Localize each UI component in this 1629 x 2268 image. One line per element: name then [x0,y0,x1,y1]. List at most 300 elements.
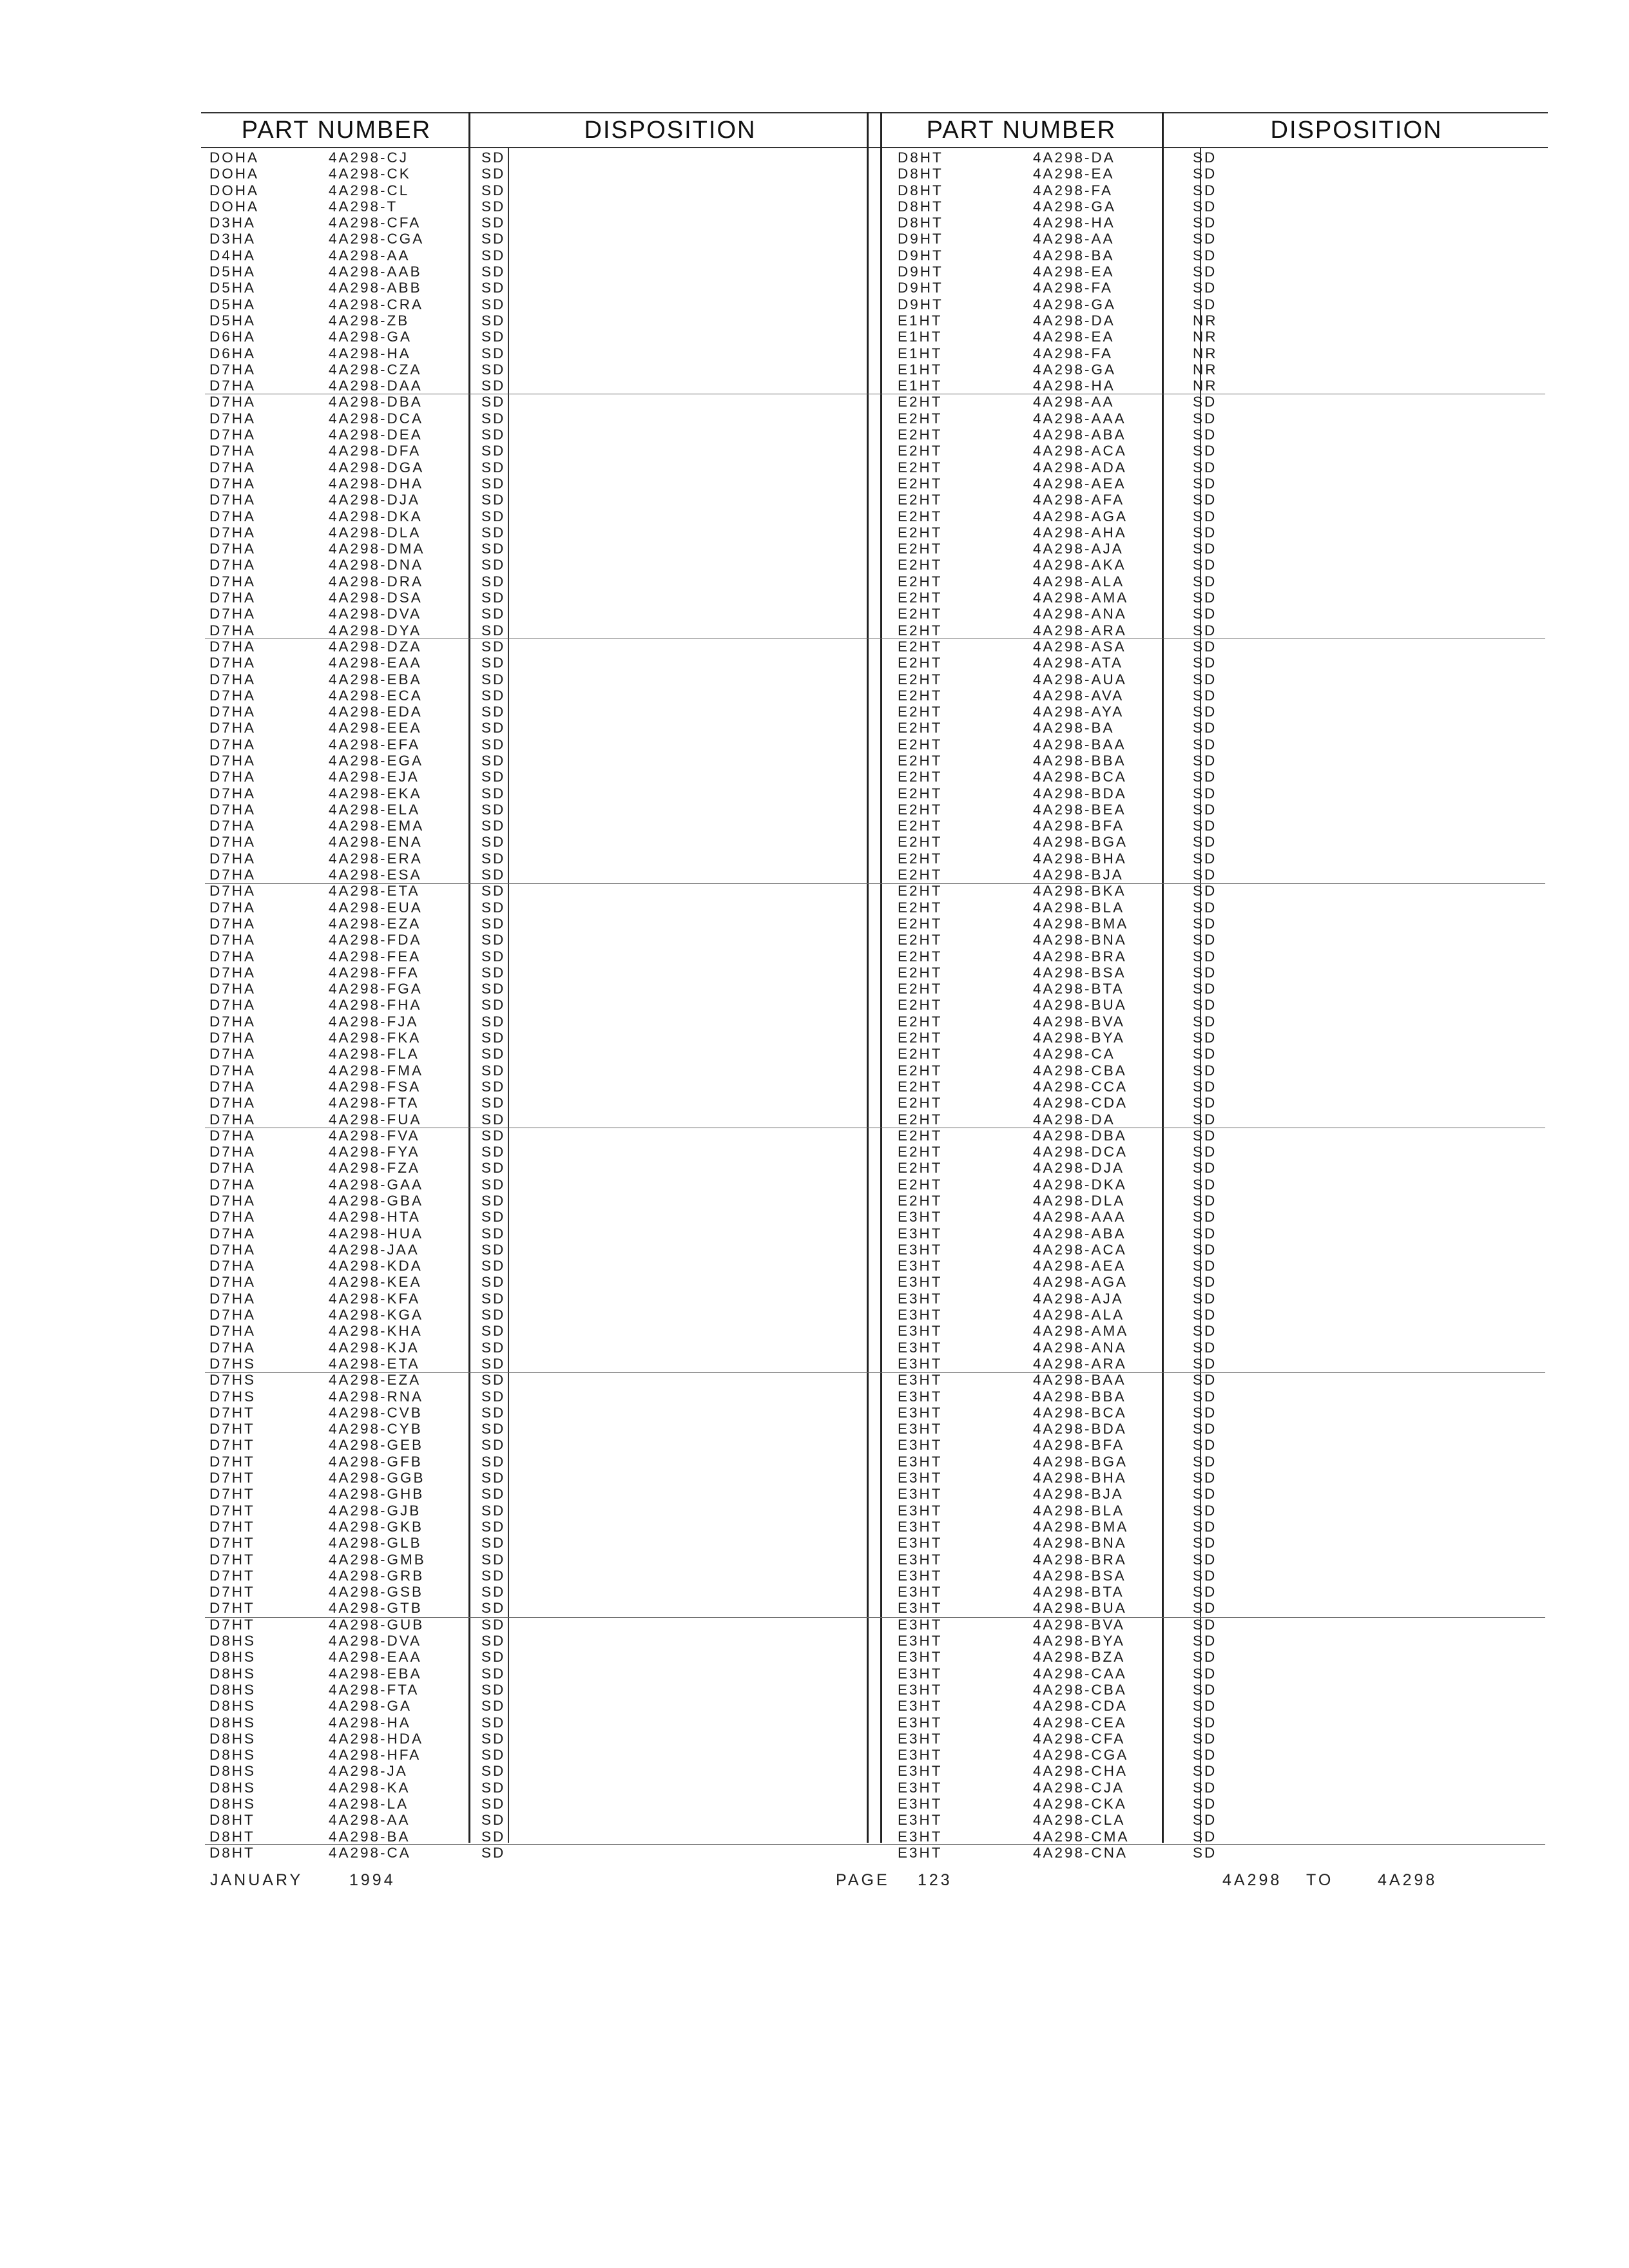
table-row [898,541,1548,557]
row-disposition-code: SD [1193,818,1217,834]
row-part-number: 4A298-CAA [1033,1665,1127,1682]
row-disposition-code: NR [1193,361,1218,378]
row-disposition-code: SD [1193,1616,1217,1633]
row-disposition-code: SD [481,964,506,981]
table-row [209,655,860,671]
table-row [898,508,1548,524]
row-part-number: 4A298-CYB [329,1421,423,1437]
row-model-code: D7HT [209,1567,255,1584]
table-row [209,736,860,753]
row-model-code: E2HT [898,769,943,785]
row-model-code: D8HT [209,1844,255,1861]
row-disposition-code: SD [1193,638,1217,655]
row-disposition-code: SD [481,345,506,361]
row-model-code: E2HT [898,459,943,476]
row-disposition-code: SD [481,899,506,916]
row-disposition-code: SD [481,867,506,883]
table-row [209,1274,860,1290]
row-disposition-code: NR [1193,378,1218,394]
row-model-code: E3HT [898,1600,943,1617]
row-model-code: E2HT [898,964,943,981]
row-disposition-code: SD [481,1078,506,1095]
table-row [209,622,860,639]
row-disposition-code: SD [1193,410,1217,427]
row-disposition-code: NR [1193,345,1218,361]
row-model-code: D7HT [209,1486,255,1503]
row-model-code: D7HA [209,524,256,541]
row-part-number: 4A298-KJA [329,1339,419,1356]
table-row [209,378,860,394]
row-disposition-code: SD [481,948,506,965]
row-disposition-code: SD [1193,883,1217,899]
row-part-number: 4A298-ETA [329,1355,420,1372]
row-model-code: D7HA [209,410,256,427]
row-model-code: E3HT [898,1470,943,1486]
row-disposition-code: SD [481,1779,506,1796]
row-model-code: E3HT [898,1616,943,1633]
row-part-number: 4A298-DJA [1033,1160,1125,1177]
table-row [898,1437,1548,1453]
row-model-code: E2HT [898,492,943,508]
row-disposition-code: SD [1193,1518,1217,1535]
row-disposition-code: SD [481,361,506,378]
row-disposition-code: SD [481,1551,506,1568]
row-part-number: 4A298-EAA [329,1649,422,1666]
row-part-number: 4A298-RNA [329,1388,424,1405]
row-part-number: 4A298-EBA [329,1665,422,1682]
table-row [898,1046,1548,1062]
row-model-code: D7HT [209,1551,255,1568]
row-part-number: 4A298-ALA [1033,1307,1125,1323]
row-model-code: D7HT [209,1470,255,1486]
row-disposition-code: SD [481,1828,506,1845]
table-row [209,997,860,1013]
row-part-number: 4A298-CDA [1033,1095,1128,1111]
table-row [209,361,860,378]
row-model-code: E3HT [898,1812,943,1829]
table-row [209,818,860,834]
table-row [898,785,1548,802]
row-model-code: E3HT [898,1698,943,1715]
table-row [209,802,860,818]
row-disposition-code: SD [481,1714,506,1731]
row-model-code: E2HT [898,850,943,867]
row-model-code: E3HT [898,1551,943,1568]
table-row [898,1291,1548,1307]
row-part-number: 4A298-EBA [329,671,422,687]
row-disposition-code: SD [481,1844,506,1861]
row-disposition-code: SD [481,508,506,524]
table-row [209,1552,860,1568]
row-model-code: D7HA [209,671,256,687]
row-model-code: D7HA [209,1111,256,1128]
table-row [209,1649,860,1665]
row-model-code: E2HT [898,834,943,850]
row-part-number: 4A298-GGB [329,1470,425,1486]
row-part-number: 4A298-JA [329,1763,408,1780]
row-model-code: D7HA [209,361,256,378]
table-row [898,329,1548,345]
row-model-code: E2HT [898,752,943,769]
row-model-code: D8HS [209,1747,256,1763]
row-disposition-code: SD [481,1649,506,1666]
row-part-number: 4A298-EDA [329,704,423,720]
table-row [209,1242,860,1258]
row-model-code: D7HA [209,785,256,802]
row-part-number: 4A298-EJA [329,769,419,785]
row-disposition-code: SD [1193,231,1217,247]
row-disposition-code: SD [1193,850,1217,867]
row-model-code: E2HT [898,785,943,802]
row-part-number: 4A298-BVA [1033,1013,1125,1030]
row-part-number: 4A298-AKA [1033,557,1126,573]
row-part-number: 4A298-ELA [329,801,421,818]
row-disposition-code: SD [481,1665,506,1682]
table-row [898,867,1548,883]
row-model-code: E3HT [898,1567,943,1584]
row-disposition-code: SD [1193,1681,1217,1698]
row-disposition-code: SD [481,524,506,541]
row-part-number: 4A298-CLA [1033,1812,1126,1829]
row-disposition-code: SD [1193,1095,1217,1111]
row-disposition-code: SD [481,1502,506,1519]
row-model-code: D6HA [209,329,256,345]
row-disposition-code: SD [1193,899,1217,916]
row-model-code: D3HA [209,231,256,247]
right-parts-list [898,149,1548,1861]
row-part-number: 4A298-GMB [329,1551,426,1568]
row-model-code: D7HA [209,1258,256,1274]
row-model-code: D7HA [209,997,256,1014]
table-row [898,1584,1548,1600]
row-part-number: 4A298-AAA [1033,410,1126,427]
row-model-code: E2HT [898,1144,943,1160]
row-disposition-code: SD [481,720,506,736]
row-model-code: E3HT [898,1763,943,1780]
table-row [898,1552,1548,1568]
row-part-number: 4A298-AA [1033,231,1115,247]
row-part-number: 4A298-CGA [329,231,425,247]
row-part-number: 4A298-KA [329,1779,410,1796]
table-row [898,459,1548,476]
row-part-number: 4A298-CGA [1033,1747,1129,1763]
row-model-code: D7HA [209,638,256,655]
table-row [209,1796,860,1812]
row-disposition-code: SD [481,1633,506,1649]
table-row [209,916,860,932]
row-disposition-code: SD [481,981,506,997]
row-part-number: 4A298-ANA [1033,1339,1127,1356]
center-divider-a [867,112,869,1843]
row-disposition-code: SD [1193,215,1217,231]
table-row [898,1242,1548,1258]
header-bottom-rule [201,147,1548,148]
footer-page-number: 123 [918,1871,952,1889]
row-disposition-code: SD [1193,459,1217,476]
row-model-code: E2HT [898,736,943,753]
row-part-number: 4A298-BCA [1033,1404,1127,1421]
row-part-number: 4A298-DJA [329,492,421,508]
table-row [209,182,860,198]
table-row [209,394,860,410]
table-row [898,1617,1548,1633]
row-disposition-code: SD [1193,1290,1217,1307]
row-model-code: E2HT [898,1013,943,1030]
row-part-number: 4A298-CFA [1033,1730,1126,1747]
row-disposition-code: SD [1193,1127,1217,1144]
row-model-code: D7HA [209,769,256,785]
row-part-number: 4A298-CFA [329,215,421,231]
row-disposition-code: SD [481,834,506,850]
row-disposition-code: SD [481,915,506,932]
row-disposition-code: SD [1193,1046,1217,1062]
table-row [898,1747,1548,1763]
row-model-code: E3HT [898,1404,943,1421]
left-parts-list [209,149,860,1861]
row-model-code: E2HT [898,622,943,639]
row-model-code: E2HT [898,1062,943,1079]
table-row [898,1111,1548,1128]
row-disposition-code: SD [1193,475,1217,492]
row-model-code: D8HS [209,1681,256,1698]
table-row [209,1062,860,1079]
table-row [898,1780,1548,1796]
table-row [209,606,860,622]
row-model-code: E3HT [898,1421,943,1437]
row-part-number: 4A298-CZA [329,361,422,378]
row-model-code: E3HT [898,1274,943,1291]
table-row [209,1682,860,1698]
row-part-number: 4A298-DVA [329,606,422,622]
row-disposition-code: SD [1193,964,1217,981]
table-row [209,1666,860,1682]
row-part-number: 4A298-FUA [329,1111,422,1128]
row-part-number: 4A298-BJA [1033,1486,1124,1503]
row-part-number: 4A298-ENA [329,834,423,850]
row-model-code: E2HT [898,638,943,655]
row-model-code: E2HT [898,981,943,997]
row-model-code: D7HA [209,1013,256,1030]
row-disposition-code: SD [481,769,506,785]
row-disposition-code: SD [481,149,506,166]
row-model-code: E2HT [898,590,943,606]
row-part-number: 4A298-BDA [1033,1421,1127,1437]
row-disposition-code: SD [481,329,506,345]
table-row [898,1600,1548,1616]
row-model-code: D8HS [209,1730,256,1747]
table-row [209,296,860,312]
row-part-number: 4A298-AEA [1033,1258,1126,1274]
row-disposition-code: SD [481,264,506,280]
table-row [209,883,860,899]
row-part-number: 4A298-GBA [329,1193,424,1209]
table-row [209,785,860,802]
row-model-code: D7HA [209,1339,256,1356]
table-row [209,1763,860,1779]
row-disposition-code: SD [481,671,506,687]
row-disposition-code: SD [1193,1665,1217,1682]
table-row [898,736,1548,753]
row-model-code: D8HT [898,215,943,231]
row-part-number: 4A298-GA [329,329,412,345]
row-model-code: D9HT [898,247,943,264]
table-row [898,264,1548,280]
row-part-number: 4A298-FSA [329,1078,421,1095]
row-model-code: DOHA [209,166,260,182]
table-row [898,166,1548,182]
table-row [209,1503,860,1519]
row-disposition-code: SD [481,198,506,215]
row-disposition-code: SD [481,1681,506,1698]
row-part-number: 4A298-DZA [329,638,422,655]
row-disposition-code: SD [1193,1209,1217,1225]
row-part-number: 4A298-CNA [1033,1844,1128,1861]
row-disposition-code: SD [481,557,506,573]
row-part-number: 4A298-BZA [1033,1649,1126,1666]
row-model-code: D7HA [209,964,256,981]
row-part-number: 4A298-AYA [1033,704,1124,720]
row-disposition-code: SD [1193,1828,1217,1845]
table-row [209,671,860,687]
row-model-code: E3HT [898,1437,943,1454]
table-row [209,1046,860,1062]
row-disposition-code: SD [1193,1730,1217,1747]
row-disposition-code: SD [481,182,506,198]
row-disposition-code: SD [1193,948,1217,965]
table-row [209,834,860,850]
row-part-number: 4A298-AUA [1033,671,1127,687]
table-row [209,247,860,264]
row-disposition-code: SD [481,1437,506,1454]
row-part-number: 4A298-ARA [1033,1355,1127,1372]
row-disposition-code: NR [1193,329,1218,345]
row-model-code: D7HA [209,981,256,997]
row-disposition-code: SD [481,883,506,899]
right-part-number-header: PART NUMBER [926,117,1117,144]
row-part-number: 4A298-ADA [1033,459,1127,476]
row-disposition-code: SD [1193,801,1217,818]
row-part-number: 4A298-BMA [1033,1518,1129,1535]
row-disposition-code: SD [1193,1372,1217,1389]
row-part-number: 4A298-GRB [329,1567,425,1584]
table-row [209,1307,860,1323]
row-part-number: 4A298-BHA [1033,1470,1127,1486]
row-part-number: 4A298-EA [1033,264,1115,280]
table-row [209,1258,860,1274]
row-disposition-code: SD [481,1030,506,1046]
row-model-code: D8HT [898,166,943,182]
row-model-code: D7HT [209,1600,255,1617]
table-row [209,427,860,443]
row-disposition-code: SD [1193,1551,1217,1568]
row-model-code: E2HT [898,932,943,948]
row-disposition-code: SD [481,638,506,655]
footer-range-to: 4A298 [1378,1871,1438,1889]
row-part-number: 4A298-GHB [329,1486,425,1503]
table-row [898,606,1548,622]
row-model-code: D7HA [209,1078,256,1095]
row-disposition-code: SD [481,1290,506,1307]
row-disposition-code: SD [1193,687,1217,704]
table-row [898,834,1548,850]
row-model-code: D5HA [209,280,256,296]
row-disposition-code: SD [481,573,506,590]
row-disposition-code: SD [1193,1339,1217,1356]
row-disposition-code: SD [481,1209,506,1225]
row-model-code: D7HA [209,932,256,948]
row-part-number: 4A298-FEA [329,948,421,965]
row-part-number: 4A298-FTA [329,1681,419,1698]
row-disposition-code: SD [1193,557,1217,573]
row-disposition-code: SD [481,1535,506,1552]
row-disposition-code: SD [1193,1307,1217,1323]
row-model-code: E2HT [898,1176,943,1193]
row-disposition-code: SD [481,1747,506,1763]
row-model-code: E3HT [898,1535,943,1552]
row-model-code: E2HT [898,801,943,818]
row-part-number: 4A298-DRA [329,573,424,590]
table-row [898,1014,1548,1030]
row-part-number: 4A298-BYA [1033,1633,1125,1649]
row-part-number: 4A298-AVA [1033,687,1124,704]
table-row [209,1437,860,1453]
table-row [209,1829,860,1845]
row-part-number: 4A298-FKA [329,1030,421,1046]
row-disposition-code: SD [1193,769,1217,785]
row-model-code: E2HT [898,475,943,492]
footer-page-label: PAGE [836,1871,890,1889]
row-model-code: E3HT [898,1584,943,1600]
row-disposition-code: SD [1193,247,1217,264]
row-model-code: D8HS [209,1698,256,1715]
row-part-number: 4A298-BAA [1033,736,1126,753]
table-row [898,1845,1548,1861]
row-disposition-code: SD [1193,541,1217,557]
row-part-number: 4A298-BGA [1033,1453,1128,1470]
row-part-number: 4A298-GTB [329,1600,423,1617]
row-part-number: 4A298-FJA [329,1013,419,1030]
table-row [209,459,860,476]
row-model-code: E2HT [898,867,943,883]
row-model-code: E3HT [898,1486,943,1503]
row-part-number: 4A298-CVB [329,1404,423,1421]
table-row [898,1519,1548,1535]
row-part-number: 4A298-DGA [329,459,425,476]
row-model-code: D7HA [209,1062,256,1079]
row-part-number: 4A298-BRA [1033,948,1127,965]
table-row [209,443,860,459]
row-model-code: D7HA [209,687,256,704]
row-model-code: D8HT [209,1828,255,1845]
row-disposition-code: SD [481,1307,506,1323]
row-disposition-code: SD [1193,443,1217,459]
table-row [898,932,1548,948]
row-disposition-code: SD [1193,752,1217,769]
row-disposition-code: SD [1193,1323,1217,1340]
table-row [898,1682,1548,1698]
table-row [898,1812,1548,1828]
row-part-number: 4A298-BNA [1033,1535,1127,1552]
row-disposition-code: SD [481,704,506,720]
row-model-code: E2HT [898,818,943,834]
row-part-number: 4A298-BLA [1033,1502,1125,1519]
row-disposition-code: SD [481,1241,506,1258]
row-part-number: 4A298-KFA [329,1290,421,1307]
row-disposition-code: SD [481,1567,506,1584]
row-part-number: 4A298-BBA [1033,752,1126,769]
row-part-number: 4A298-BMA [1033,915,1129,932]
table-row [898,524,1548,541]
